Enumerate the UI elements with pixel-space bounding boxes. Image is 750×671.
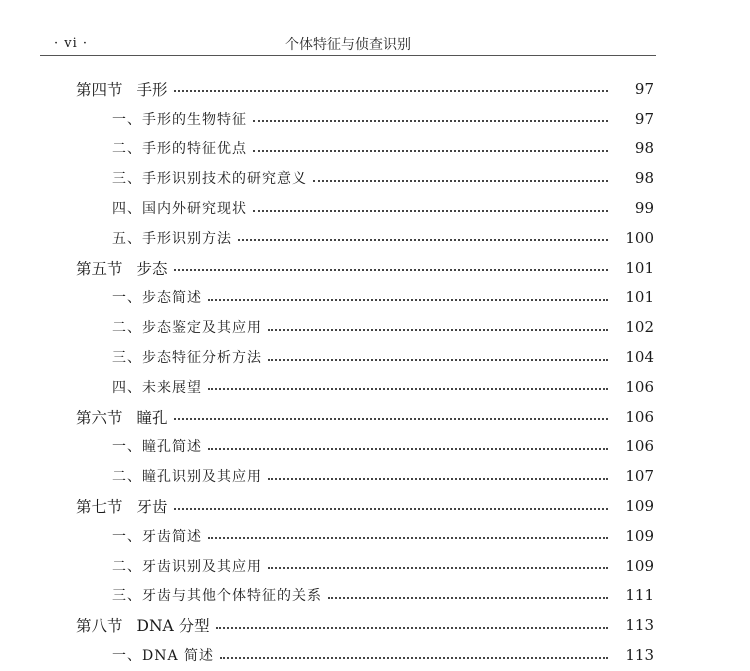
toc-section-row[interactable] [0,610,750,640]
dot-leader [253,209,608,212]
dot-leader [174,417,608,420]
toc-item-row[interactable] [0,640,750,670]
toc-item-row[interactable] [0,581,750,611]
toc-item-label [112,198,247,218]
toc-item-title: 一、DNA 简述 [112,648,215,665]
toc-section-number: 第八节 [76,617,123,636]
toc-item-label [112,109,247,129]
dot-leader [268,328,608,331]
toc-page-number: 99 [634,199,654,218]
toc-section-row[interactable] [0,402,750,432]
toc-section-label [76,78,168,100]
toc-item-title: 二、牙齿识别及其应用 [112,558,262,575]
toc-page-number: 101 [625,288,654,307]
toc-item-row[interactable] [0,193,750,223]
toc-item-row[interactable] [0,372,750,402]
page-header [40,34,654,56]
toc-section-number: 第五节 [76,259,123,278]
toc-section-number: 第七节 [76,498,123,517]
toc-section-number: 第四节 [76,80,123,99]
toc-item-label [112,526,202,546]
toc-item-title: 三、步态特征分析方法 [112,350,262,367]
toc-page-number: 106 [625,437,654,456]
toc-page-number: 113 [625,616,654,635]
toc-item-title: 三、牙齿与其他个体特征的关系 [112,588,322,605]
dot-leader [216,626,608,629]
toc-item-title: 三、手形识别技术的研究意义 [112,171,307,188]
toc-section-number: 第六节 [76,408,123,427]
toc-page-number: 98 [634,169,654,188]
toc-page-number: 109 [625,497,654,516]
toc-item-title: 二、步态鉴定及其应用 [112,320,262,337]
toc-item-row[interactable] [0,223,750,253]
table-of-contents [0,74,750,670]
toc-item-row[interactable] [0,432,750,462]
dot-leader [328,596,608,599]
toc-page-number: 106 [625,407,654,426]
dot-leader [268,358,608,361]
dot-leader [220,656,608,659]
toc-page-number: 98 [634,139,654,158]
toc-page-number: 101 [625,258,654,277]
toc-item-row[interactable] [0,312,750,342]
toc-item-label [112,287,202,307]
toc-section-label [76,406,168,428]
toc-item-label [112,347,262,367]
toc-page-number: 100 [625,228,654,247]
toc-item-label [112,168,307,188]
toc-item-label [112,228,232,248]
toc-section-row[interactable] [0,491,750,521]
dot-leader [238,238,608,241]
toc-page-number: 104 [625,348,654,367]
toc-section-row[interactable] [0,253,750,283]
header-rule [40,55,656,56]
dot-leader [208,387,608,390]
dot-leader [253,119,608,122]
toc-item-label [112,556,262,576]
dot-leader [174,268,608,271]
toc-item-label [112,585,322,605]
dot-leader [268,566,608,569]
page-number: · vi · [54,36,89,51]
toc-section-title: DNA 分型 [136,617,210,636]
toc-item-row[interactable] [0,163,750,193]
toc-page-number: 97 [634,79,654,98]
toc-item-title: 一、步态简述 [112,290,202,307]
toc-section-title: 牙齿 [136,498,168,517]
toc-item-label [112,138,247,158]
toc-item-title: 五、手形识别方法 [112,230,232,247]
dot-leader [313,179,608,182]
dot-leader [208,298,608,301]
toc-item-label [112,317,262,337]
toc-item-row[interactable] [0,521,750,551]
toc-item-label [112,645,214,665]
toc-item-row[interactable] [0,283,750,313]
toc-item-title: 二、瞳孔识别及其应用 [112,469,262,486]
running-title: 个体特征与侦查识别 [285,37,411,53]
dot-leader [253,149,608,152]
dot-leader [174,507,608,510]
dot-leader [208,536,608,539]
toc-item-label [112,377,202,397]
toc-section-label [76,495,168,517]
toc-section-label [76,614,210,636]
toc-page-number: 107 [625,467,654,486]
toc-item-row[interactable] [0,342,750,372]
dot-leader [208,447,608,450]
toc-item-title: 四、未来展望 [112,379,202,396]
toc-page-number: 106 [625,377,654,396]
toc-page-number: 97 [634,109,654,128]
toc-item-label [112,436,202,456]
toc-section-label [76,257,168,279]
toc-item-row[interactable] [0,104,750,134]
toc-page-number: 109 [625,526,654,545]
toc-item-title: 四、国内外研究现状 [112,201,247,218]
toc-item-row[interactable] [0,461,750,491]
toc-item-title: 二、手形的特征优点 [112,141,247,158]
toc-item-row[interactable] [0,134,750,164]
toc-page-number: 111 [625,586,654,605]
toc-item-label [112,466,262,486]
toc-item-row[interactable] [0,551,750,581]
toc-page-number: 109 [625,556,654,575]
toc-item-title: 一、瞳孔简述 [112,439,202,456]
toc-page-number: 102 [625,318,654,337]
toc-section-title: 手形 [136,80,168,99]
toc-item-title: 一、牙齿简述 [112,528,202,545]
toc-page-number: 113 [625,646,654,665]
toc-section-row[interactable] [0,74,750,104]
dot-leader [268,477,608,480]
dot-leader [174,89,608,92]
toc-section-title: 步态 [136,259,168,278]
toc-item-title: 一、手形的生物特征 [112,111,247,128]
toc-section-title: 瞳孔 [136,408,168,427]
